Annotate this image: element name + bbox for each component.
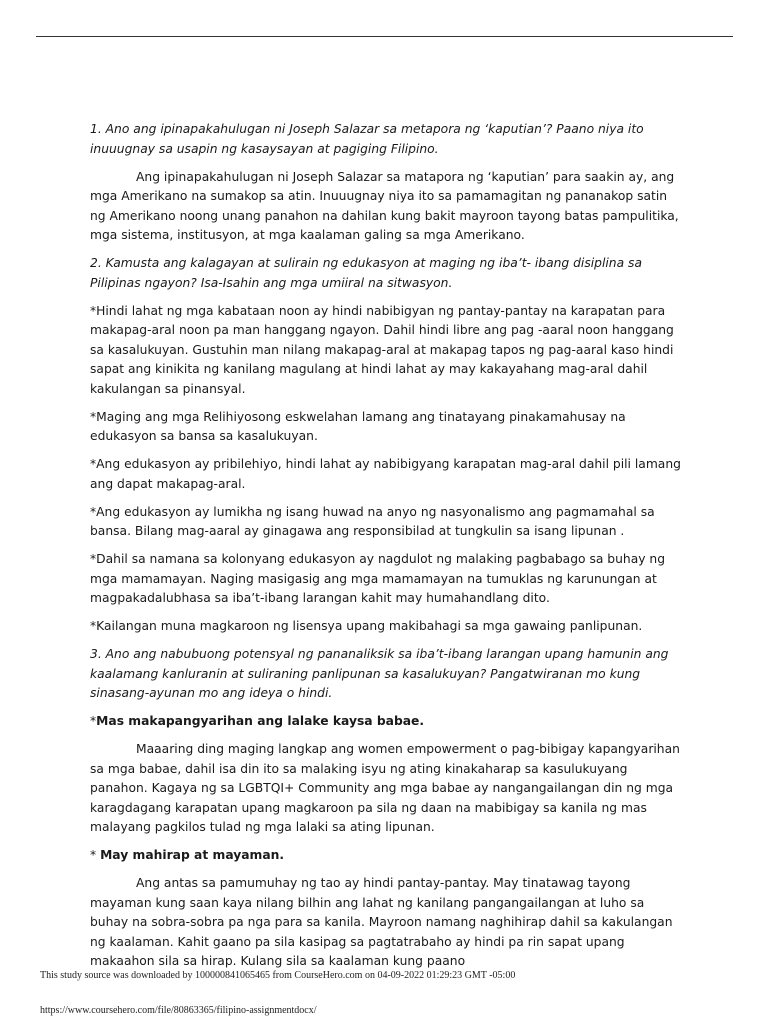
- answer-2-point: *Kailangan muna magkaroon ng lisensya upang makibahagi sa mga gawaing panlipunan.: [90, 619, 643, 633]
- download-source-note: This study source was downloaded by 100000841065465 from CourseHero.com on 04-09-2022 01:29:23 GMT -05:00: [40, 970, 516, 981]
- answer-1: Ang ipinapakahulugan ni Joseph Salazar sa matapora ng ‘kaputian’ para saakin ay, ang mga Amerikano na sumakop sa atin. Inuuugnay niya ito sa pamamagitan ng pananakop satin ng Amerikano noong unang panahon na dahilan kung bakit mayroon tayong batas pampulitika, mga sistema, institusyon, at mga kaalaman galing sa mga Amerikano.: [90, 169, 679, 242]
- answer-3-paragraph: Maaaring ding maging langkap ang women empowerment o pag-bibigay kapangyarihan sa mga babae, dahil isa din ito sa malaking isyu ng ating kinakaharap sa kasulukuyang panahon. Kagaya ng sa LGBTQI+ Community ang mga babae ay nangangailangan din ng mga karagdagang karapatan upang magkaroon pa sila ng daan na mabibigay sa kanila ng mas malayang pagkilos tulad ng mga lalaki sa ating lipunan.: [90, 742, 680, 834]
- answer-2-point: *Ang edukasyon ay lumikha ng isang huwad na anyo ng nasyonalismo ang pagmamahal sa bansa. Bilang mag-aaral ay ginagawa ang responsibilad at tungkulin sa isang lipunan .: [90, 504, 655, 538]
- top-rule: [36, 36, 733, 37]
- question-2: 2. Kamusta ang kalagayan at sulirain ng edukasyon at maging ng iba’t- ibang disiplina sa Pilipinas ngayon? Isa-Isahin ang mga umiiral na sitwasyon.: [90, 256, 642, 290]
- answer-3-heading: [90, 846, 685, 866]
- bold-heading: Mas makapangyarihan ang lalake kaysa babae.: [96, 714, 425, 728]
- answer-2-point: *Ang edukasyon ay pribilehiyo, hindi lahat ay nabibigyang karapatan mag-aral dahil pili lamang ang dapat makapag-aral.: [90, 457, 681, 491]
- bold-heading: May mahirap at mayaman.: [100, 848, 285, 862]
- document-body: [90, 120, 685, 980]
- answer-2-point: *Hindi lahat ng mga kabataan noon ay hindi nabibigyan ng pantay-pantay na karapatan para makapag-aral noon pa man hanggang ngayon. Dahil hindi libre ang pag -aaral noon hanggang sa kasalukuyan. Gustuhin man nilang makapag-aral at makapag tapos ng pag-aaral kaso hindi sapat ang kinikita ng kanilang magulang at hindi lahat ay may kakayahang mag-aral dahil kakulangan sa pinansyal.: [90, 303, 674, 396]
- answer-3-paragraph: Ang antas sa pamumuhay ng tao ay hindi pantay-pantay. May tinatawag tayong mayaman kung saan kaya nilang bilhin ang lahat ng kanilang pangangailangan at luho sa buhay na sobra-sobra pa nga para sa kanila. Mayroon namang naghihirap dahil sa kakulangan ng kaalaman. Kahit gaano pa sila kasipag sa pagtatrabaho ay hindi pa rin sapat upang makaahon sila sa hirap. Kulang sila sa kaalaman kung paano: [90, 876, 673, 968]
- answer-2-point: *Dahil sa namana sa kolonyang edukasyon ay nagdulot ng malaking pagbabago sa buhay ng mga mamamayan. Naging masigasig ang mga mamamayan na tumuklas ng karunungan at magpakadalubhasa sa iba’t-ibang larangan kahit may humahandlang dito.: [90, 552, 666, 605]
- question-3: 3. Ano ang nabubuong potensyal ng pananaliksik sa iba’t-ibang larangan upang hamunin ang kaalamang kanluranin at suliraning panlipunan sa kasalukuyan? Pangatwiranan mo kung sinasang-ayunan mo ang ideya o hindi.: [90, 647, 669, 700]
- answer-3-heading: [90, 712, 685, 732]
- answer-2-point: *Maging ang mga Relihiyosong eskwelahan lamang ang tinatayang pinakamahusay na edukasyon sa bansa sa kasalukuyan.: [90, 409, 626, 443]
- bullet-marker: *: [90, 714, 97, 728]
- question-1: 1. Ano ang ipinapakahulugan ni Joseph Salazar sa metapora ng ‘kaputian’? Paano niya ito inuuugnay sa usapin ng kasaysayan at pagiging Filipino.: [90, 122, 644, 156]
- bullet-marker: *: [90, 848, 101, 862]
- source-url[interactable]: https://www.coursehero.com/file/80863365/filipino-assignmentdocx/: [40, 1005, 317, 1016]
